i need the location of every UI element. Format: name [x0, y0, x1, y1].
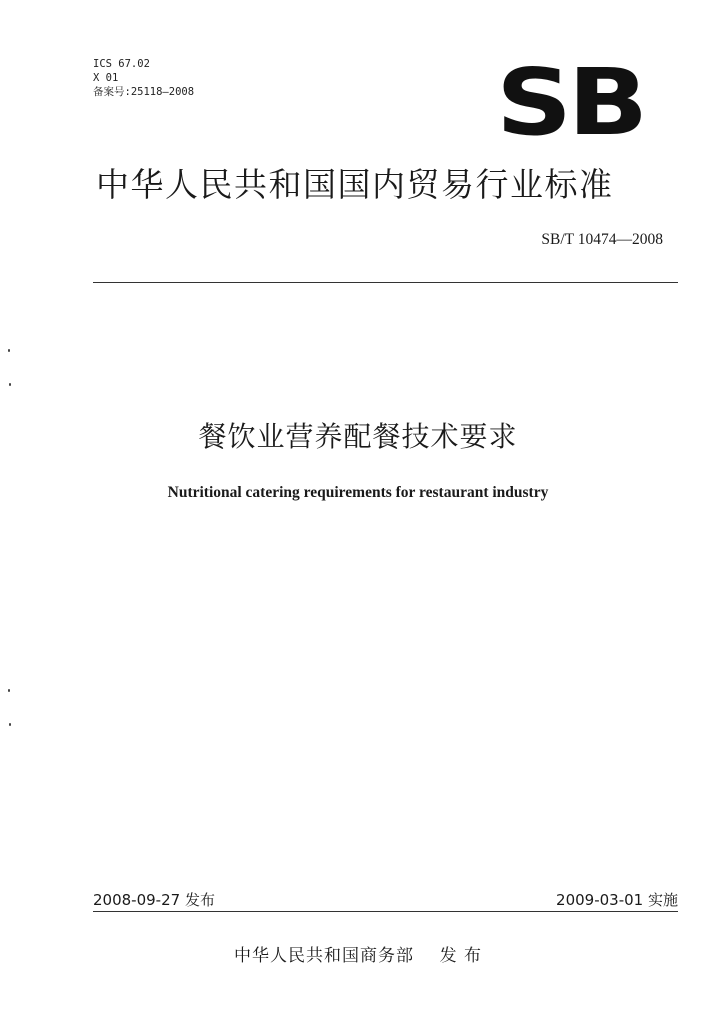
footer-divider — [93, 911, 678, 912]
scan-speck — [9, 383, 11, 386]
document-title-english: Nutritional catering requirements for restaurant industry — [167, 484, 549, 501]
issuing-authority-heading: 中华人民共和国国内贸易行业标准 — [96, 165, 614, 204]
ics-code: ICS 67.02 — [93, 58, 150, 70]
publisher-line: 中华人民共和国商务部 发 布 — [233, 946, 483, 966]
issue-date: 2008-09-27 发布 — [93, 891, 215, 909]
implementation-date: 2009-03-01 实施 — [556, 891, 678, 909]
standard-number: SB/T 10474—2008 — [541, 231, 663, 248]
sb-logo: SB — [496, 49, 644, 156]
document-meta-block — [93, 57, 194, 99]
scan-speck — [8, 689, 10, 692]
classification-code: X 01 — [93, 72, 119, 84]
document-title-chinese: 餐饮业营养配餐技术要求 — [198, 420, 518, 453]
header-divider — [93, 282, 678, 283]
filing-number: 备案号:25118—2008 — [93, 86, 195, 98]
scan-speck — [9, 723, 11, 726]
scan-speck — [8, 349, 10, 352]
